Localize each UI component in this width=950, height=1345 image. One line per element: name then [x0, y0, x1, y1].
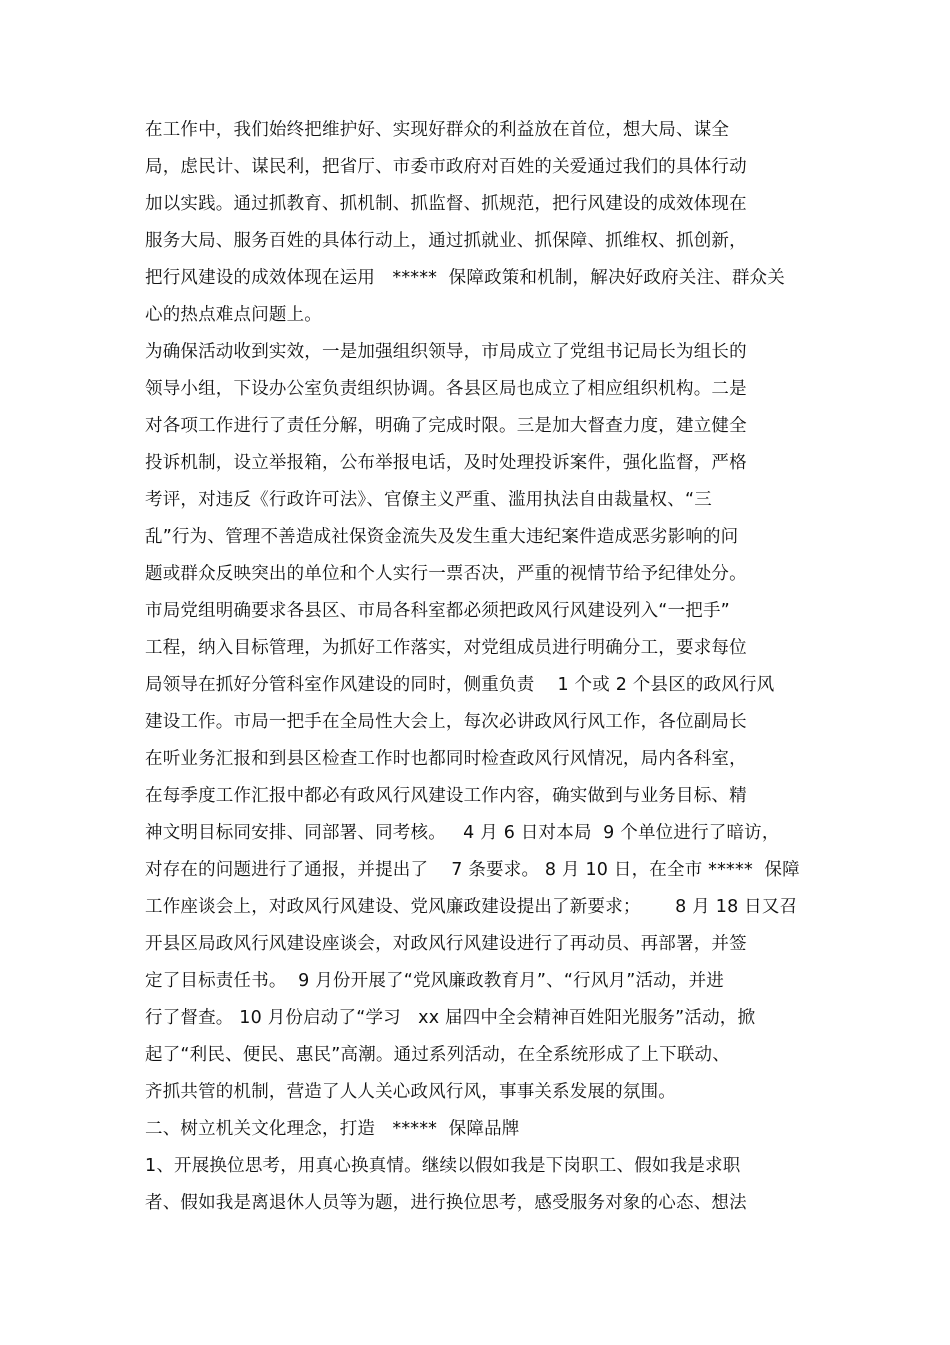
text-line: 为确保活动收到实效，一是加强组织领导，市局成立了党组书记局长为组长的 [145, 342, 747, 362]
text-line: 领导小组，下设办公室负责组织协调。各县区局也成立了相应组织机构。二是 [145, 379, 747, 399]
text-line: 齐抓共管的机制，营造了人人关心政风行风，事事关系发展的氛围。 [145, 1082, 676, 1102]
text-line: 1、开展换位思考，用真心换真情。继续以假如我是下岗职工、假如我是求职 [145, 1156, 741, 1176]
text-line: 者、假如我是离退休人员等为题，进行换位思考，感受服务对象的心态、想法 [145, 1193, 747, 1213]
text-line: 投诉机制，设立举报箱，公布举报电话，及时处理投诉案件，强化监督，严格 [145, 453, 747, 473]
text-line: 工程，纳入目标管理，为抓好工作落实，对党组成员进行明确分工，要求每位 [145, 638, 747, 658]
text-line: 建设工作。市局一把手在全局性大会上，每次必讲政风行风工作，各位副局长 [145, 712, 747, 732]
text-line: 在每季度工作汇报中都必有政风行风建设工作内容，确实做到与业务目标、精 [145, 786, 747, 806]
text-line: 服务大局、服务百姓的具体行动上，通过抓就业、抓保障、抓维权、抓创新， [145, 231, 747, 251]
text-line: 对各项工作进行了责任分解，明确了完成时限。三是加大督查力度，建立健全 [145, 416, 747, 436]
text-line: 神文明目标同安排、同部署、同考核。 4 月 6 日对本局 9 个单位进行了暗访， [145, 823, 780, 843]
text-line: 行了督查。 10 月份启动了“学习 xx 届四中全会精神百姓阳光服务”活动，掀 [145, 1008, 756, 1028]
text-line: 局，虑民计、谋民利，把省厅、市委市政府对百姓的关爱通过我们的具体行动 [145, 157, 747, 177]
text-line: 在工作中，我们始终把维护好、实现好群众的利益放在首位，想大局、谋全 [145, 120, 730, 140]
text-line: 加以实践。通过抓教育、抓机制、抓监督、抓规范，把行风建设的成效体现在 [145, 194, 747, 214]
text-line: 在听业务汇报和到县区检查工作时也都同时检查政风行风情况，局内各科室， [145, 749, 747, 769]
text-line: 市局党组明确要求各县区、市局各科室都必须把政风行风建设列入“一把手” [145, 601, 730, 621]
text-line: 心的热点难点问题上。 [145, 305, 322, 325]
text-line: 对存在的问题进行了通报，并提出了 7 条要求。 8 月 10 日，在全市 ***** 保障 [145, 860, 800, 880]
section-heading: 二、树立机关文化理念，打造 ***** 保障品牌 [145, 1119, 520, 1139]
text-line: 把行风建设的成效体现在运用 ***** 保障政策和机制，解决好政府关注、群众关 [145, 268, 785, 288]
text-line: 考评，对违反《行政许可法》、官僚主义严重、滥用执法自由裁量权、“三 [145, 490, 712, 510]
text-line: 题或群众反映突出的单位和个人实行一票否决，严重的视情节给予纪律处分。 [145, 564, 747, 584]
text-line: 定了目标责任书。 9 月份开展了“党风廉政教育月”、“行风月”活动，并进 [145, 971, 724, 991]
text-line: 局领导在抓好分管科室作风建设的同时，侧重负责 1 个或 2 个县区的政风行风 [145, 675, 775, 695]
text-line: 起了“利民、便民、惠民”高潮。通过系列活动，在全系统形成了上下联动、 [145, 1045, 730, 1065]
text-line: 工作座谈会上，对政风行风建设、党风廉政建设提出了新要求； 8 月 18 日又召 [145, 897, 798, 917]
text-line: 开县区局政风行风建设座谈会，对政风行风建设进行了再动员、再部署，并签 [145, 934, 747, 954]
text-line: 乱”行为、管理不善造成社保资金流失及发生重大违纪案件造成恶劣影响的问 [145, 527, 739, 547]
